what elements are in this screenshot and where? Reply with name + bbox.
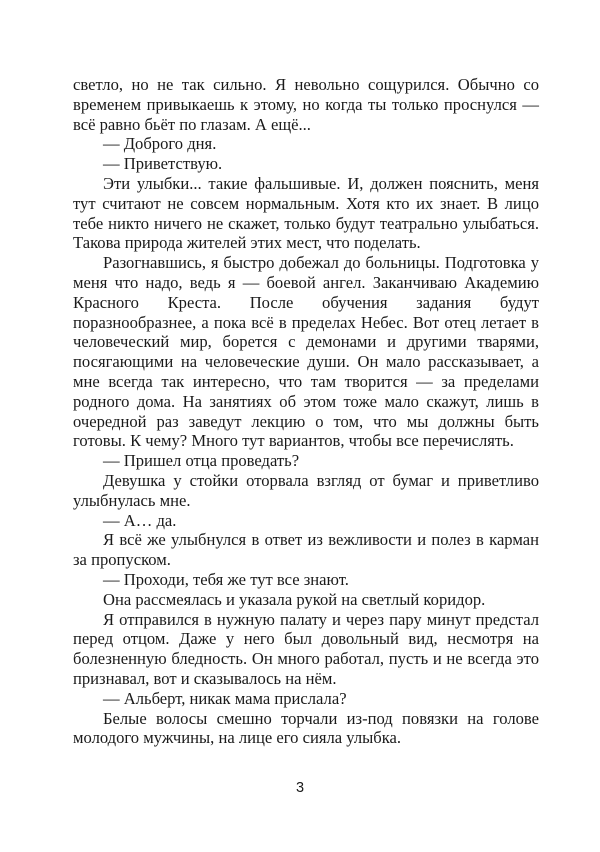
paragraph: Белые волосы смешно торчали из-под повязки на голове молодого мужчины, на лице его сияла улыбка. <box>73 708 539 748</box>
dialogue-line: — Пришел отца проведать? <box>103 451 300 471</box>
dialogue-line: — Приветствую. <box>103 154 223 174</box>
paragraph: Эти улыбки... такие фальшивые. И, должен пояснить, меня тут считают не совсем нормальным. Хотя кто их знает. В лицо тебе никто ничего не скажет, только будут театрально улыбаться. Такова природа жителей этих мест, что поделать. <box>73 173 539 253</box>
paragraph: Девушка у стойки оторвала взгляд от бумаг и приветливо улыбнулась мне. <box>73 470 539 510</box>
paragraph-continuation: светло, но не так сильно. Я невольно сощурился. Обычно со временем привыкаешь к этому, но когда ты только проснулся — всё равно бьёт по глазам. А ещё... <box>73 75 539 134</box>
paragraph: Я отправился в нужную палату и через пару минут предстал перед отцом. Даже у него был довольный вид, несмотря на болезненную бледность. Он много работал, пусть и не всегда это признавал, вот и сказывалось на нём. <box>73 609 539 688</box>
dialogue-line: — Альберт, никак мама прислала? <box>103 688 347 708</box>
dialogue-line: — А… да. <box>103 510 177 530</box>
dialogue-line: — Доброго дня. <box>103 134 217 154</box>
paragraph: Разогнавшись, я быстро добежал до больницы. Подготовка у меня что надо, ведь я — боевой ангел. Заканчиваю Академию Красного Креста. После обучения задания будут поразнообразнее, а пока всё в пределах Небес. Вот отец летает в человеческий мир, борется с демонами и другими тварями, посягающими на человеческие души. Он мало рассказывает, а мне всегда так интересно, что там творится — за пределами родного дома. На занятиях об этом тоже мало скажут, лишь в очередной раз заведут лекцию о том, что мы должны быть готовы. К чему? Много тут вариантов, чтобы все перечислять. <box>73 253 539 451</box>
page-number: 3 <box>295 780 305 796</box>
dialogue-line: — Проходи, тебя же тут все знают. <box>103 569 349 589</box>
paragraph: Она рассмеялась и указала рукой на светлый коридор. <box>103 589 486 609</box>
page-body <box>73 75 539 748</box>
paragraph: Я всё же улыбнулся в ответ из вежливости и полез в карман за пропуском. <box>73 530 539 570</box>
